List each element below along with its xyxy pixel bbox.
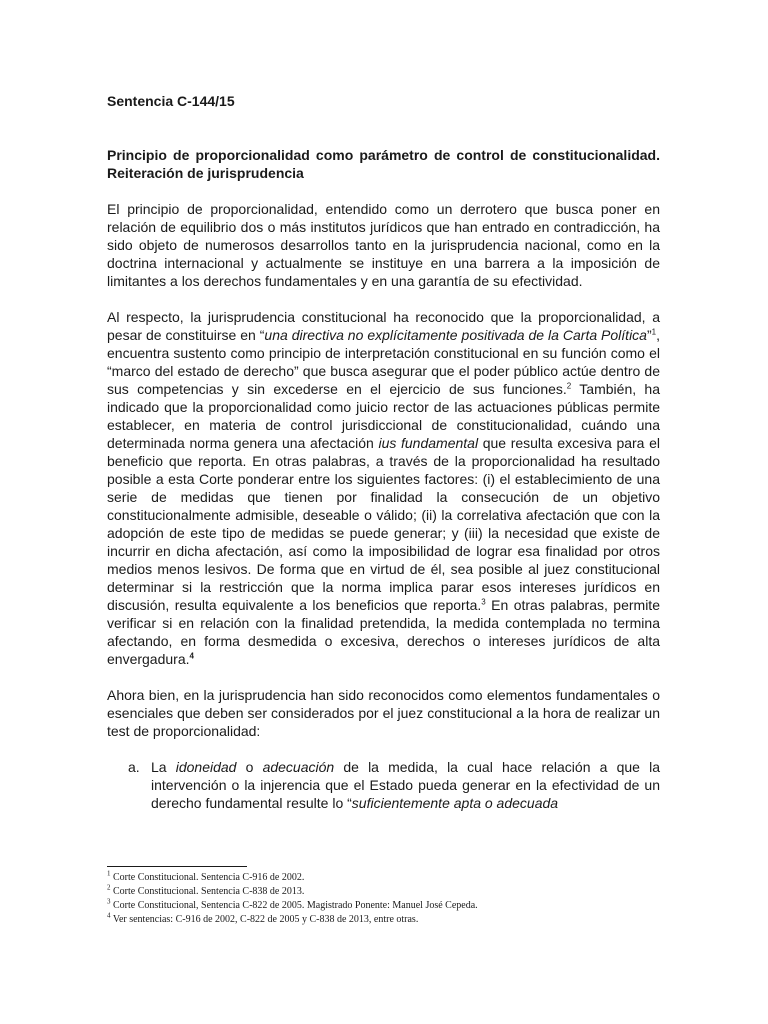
list-item-text: La xyxy=(151,759,176,775)
list-item-a xyxy=(107,758,660,812)
list-item-text: o xyxy=(236,759,263,775)
paragraph-2-text: En otras palabras, permite verificar si en relación con la finalidad pretendida, la medida contemplada no termina afectando, en forma desmedida o excesiva, derechos o intereses jurídicos de alta envergadura. xyxy=(107,597,660,667)
paragraph-2-quote-close: ” xyxy=(646,327,652,343)
paragraph-2 xyxy=(107,308,660,668)
footnote-4 xyxy=(107,913,660,927)
footnote-ref-4[interactable]: 4 xyxy=(189,651,194,661)
list-item-italic-term: idoneidad xyxy=(175,759,237,775)
footnote-1 xyxy=(107,871,660,885)
list-marker: a. xyxy=(128,759,140,775)
footnote-ref-3[interactable]: 3 xyxy=(481,597,486,607)
footnote-text: Ver sentencias: C-916 de 2002, C-822 de 2005 y C-838 de 2013, entre otras. xyxy=(112,914,419,925)
footnote-text: Corte Constitucional. Sentencia C-838 de 2013. xyxy=(113,886,305,897)
list-item-italic-quote: suficientemente apta o adecuada xyxy=(351,795,559,811)
criteria-list xyxy=(107,758,660,812)
footnote-number: 2 xyxy=(107,883,111,892)
footnote-ref-1[interactable]: 1 xyxy=(651,327,657,337)
paragraph-2-text: que resulta excesiva para el beneficio que reporta. En otras palabras, a través de la proporcionalidad ha resultado posible a esta Corte ponderar entre los siguientes factores: (i) el establecimiento de una serie de medidas que tienen por finalidad la consecución de un objetivo constitucionalmente admisible, deseable o válido; (ii) la correlativa afectación que con la adopción de este tipo de medidas se puede generar; y (iii) la necesidad que existe de incurrir en dicha afectación, así como la imposibilidad de lograr esa finalidad por otros medios menos lesivos. De forma que en virtud de él, sea posible al juez constitucional determinar si la restricción que la norma implica parar esos intereses jurídicos en discusión, resulta equivalente a los beneficios que reporta. xyxy=(107,435,661,613)
paragraph-3: Ahora bien, en la jurisprudencia han sido reconocidos como elementos fundamentales o esenciales que deben ser considerados por el juez constitucional a la hora de realizar un test de proporcionalidad: xyxy=(107,687,660,739)
paragraph-2-text: Al respecto, la jurisprudencia constitucional ha reconocido que la proporcionalidad, a pesar de constituirse en “ xyxy=(107,309,660,343)
footnote-3 xyxy=(107,899,660,913)
footnote-number: 4 xyxy=(107,911,111,920)
footnote-number: 3 xyxy=(107,897,111,906)
list-item-italic-term: adecuación xyxy=(262,759,335,775)
document-body xyxy=(107,92,660,812)
footnote-ref-2[interactable]: 2 xyxy=(566,381,572,391)
paragraph-2-italic-term: ius fundamental xyxy=(378,435,479,451)
footnote-text: Corte Constitucional, Sentencia C-822 de 2005. Magistrado Ponente: Manuel José Cepeda. xyxy=(113,900,478,911)
document-title: Sentencia C-144/15 xyxy=(107,93,235,109)
list-item-text: de la medida, la cual hace relación a que la intervención o la injerencia que el Estado pueda generar en la efectividad de un derecho fundamental resulte lo “ xyxy=(151,759,660,811)
paragraph-1: El principio de proporcionalidad, entendido como un derrotero que busca poner en relación de equilibrio dos o más institutos jurídicos que han entrado en contradicción, ha sido objeto de numerosos desarrollos tanto en la jurisprudencia nacional, como en la doctrina internacional y actualmente se instituye en una barrera a la imposición de limitantes a los derechos fundamentales y en una garantía de su efectividad. xyxy=(107,201,660,289)
footnote-separator xyxy=(107,866,247,867)
paragraph-2-text: , encuentra sustento como principio de interpretación constitucional en su función como el “marco del estado de derecho” que busca asegurar que el poder público actúe dentro de sus competencias y sin excederse en el ejercicio de sus funciones. xyxy=(107,327,660,397)
footnotes-section xyxy=(107,866,660,927)
footnote-number: 1 xyxy=(107,869,111,878)
paragraph-2-quote: una directiva no explícitamente positivada de la Carta Política xyxy=(264,327,647,343)
section-title: Principio de proporcionalidad como parámetro de control de constitucionalidad. Reiteración de jurisprudencia xyxy=(107,147,660,181)
paragraph-2-text: También, ha indicado que la proporcionalidad como juicio rector de las actuaciones públicas permite establecer, en materia de control jurisdiccional de constitucionalidad, cuándo una determinada norma genera una afectación xyxy=(107,381,661,451)
footnote-text: Corte Constitucional. Sentencia C-916 de 2002. xyxy=(113,872,305,883)
footnote-2 xyxy=(107,885,660,899)
